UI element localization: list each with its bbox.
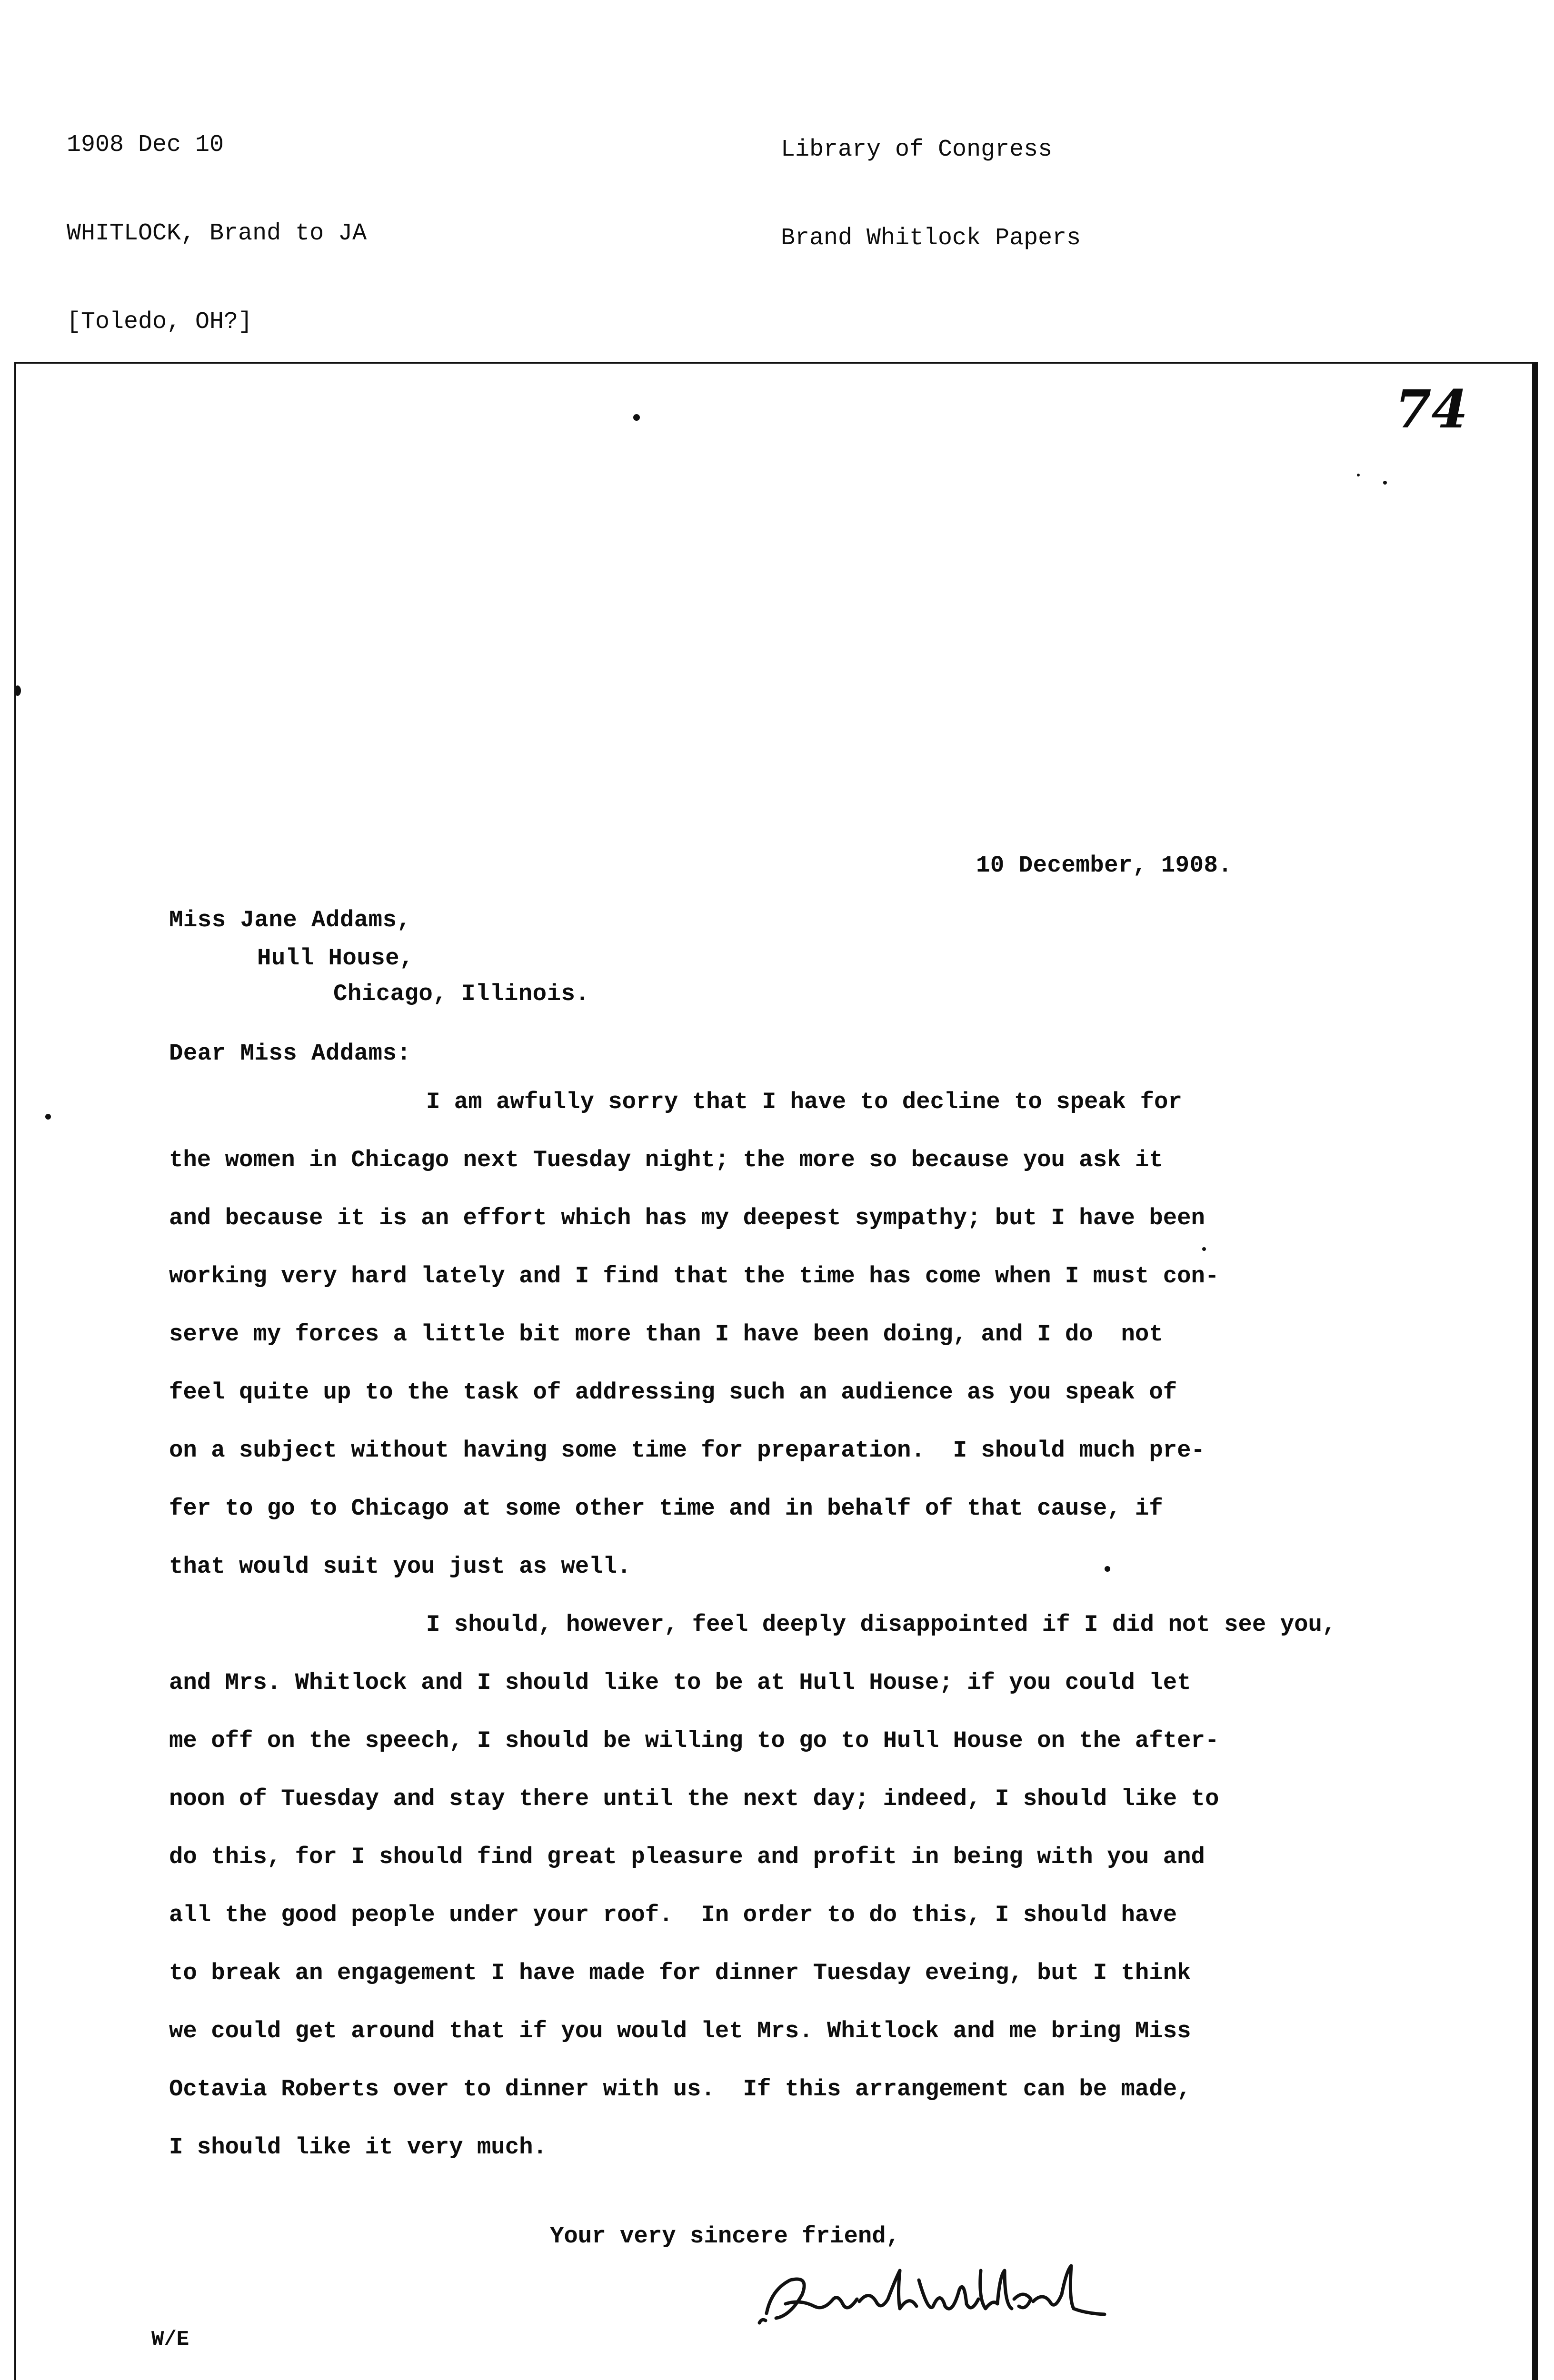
body-line: the women in Chicago next Tuesday night; the more so because you ask it [169,1147,1163,1173]
body-line: that would suit you just as well. [169,1553,631,1580]
recipient-city: Chicago, Illinois. [333,981,590,1007]
letter-date: 10 December, 1908. [976,852,1233,879]
body-line: Octavia Roberts over to dinner with us. If this arrangement can be made, [169,2076,1191,2102]
body-line: feel quite up to the task of addressing such an audience as you speak of [169,1379,1177,1406]
ink-speck [45,1114,51,1120]
body-line: and because it is an effort which has my deepest sympathy; but I have been [169,1205,1205,1231]
archive-header [0,0,1554,362]
ink-speck [633,414,640,421]
citation-place: [Toledo, OH?] [67,308,253,336]
body-line: and Mrs. Whitlock and I should like to be at Hull House; if you could let [169,1669,1191,1696]
citation-date: 1908 Dec 10 [67,131,224,159]
ink-speck [1357,474,1360,476]
complimentary-close: Your very sincere friend, [550,2223,900,2250]
body-line: serve my forces a little bit more than I have been doing, and I do not [169,1321,1163,1348]
folio-number: 74 [1395,378,1468,440]
handwritten-signature [757,2261,1109,2337]
typist-initials: W/E [151,2328,189,2351]
body-line: working very hard lately and I find that the time has come when I must con- [169,1263,1219,1289]
body-line: noon of Tuesday and stay there until the next day; indeed, I should like to [169,1785,1219,1812]
source-repository: Library of Congress [781,136,1053,163]
recipient-name: Miss Jane Addams, [169,907,411,933]
body-line: fer to go to Chicago at some other time and in behalf of that cause, if [169,1495,1163,1522]
ink-speck [14,685,21,696]
body-line: do this, for I should find great pleasure and profit in being with you and [169,1844,1205,1870]
body-line: I am awfully sorry that I have to decline to speak for [426,1089,1182,1115]
letter-body [169,1088,1336,2191]
salutation: Dear Miss Addams: [169,1040,411,1067]
archive-source [781,76,1081,312]
body-line: all the good people under your roof. In order to do this, I should have [169,1902,1177,1928]
body-line: on a subject without having some time for preparation. I should much pre- [169,1437,1205,1464]
recipient-address-line: Hull House, [257,945,414,972]
source-collection: Brand Whitlock Papers [781,225,1081,252]
body-line: me off on the speech, I should be willing to go to Hull House on the after- [169,1727,1219,1754]
citation-correspondents: WHITLOCK, Brand to JA [67,220,367,247]
ink-speck [1383,481,1387,485]
body-line: we could get around that if you would let Mrs. Whitlock and me bring Miss [169,2018,1191,2044]
body-line: I should like it very much. [169,2134,547,2161]
body-line: I should, however, feel deeply disappointed if I did not see you, [426,1611,1336,1638]
body-line: to break an engagement I have made for dinner Tuesday eveing, but I think [169,1960,1191,1986]
